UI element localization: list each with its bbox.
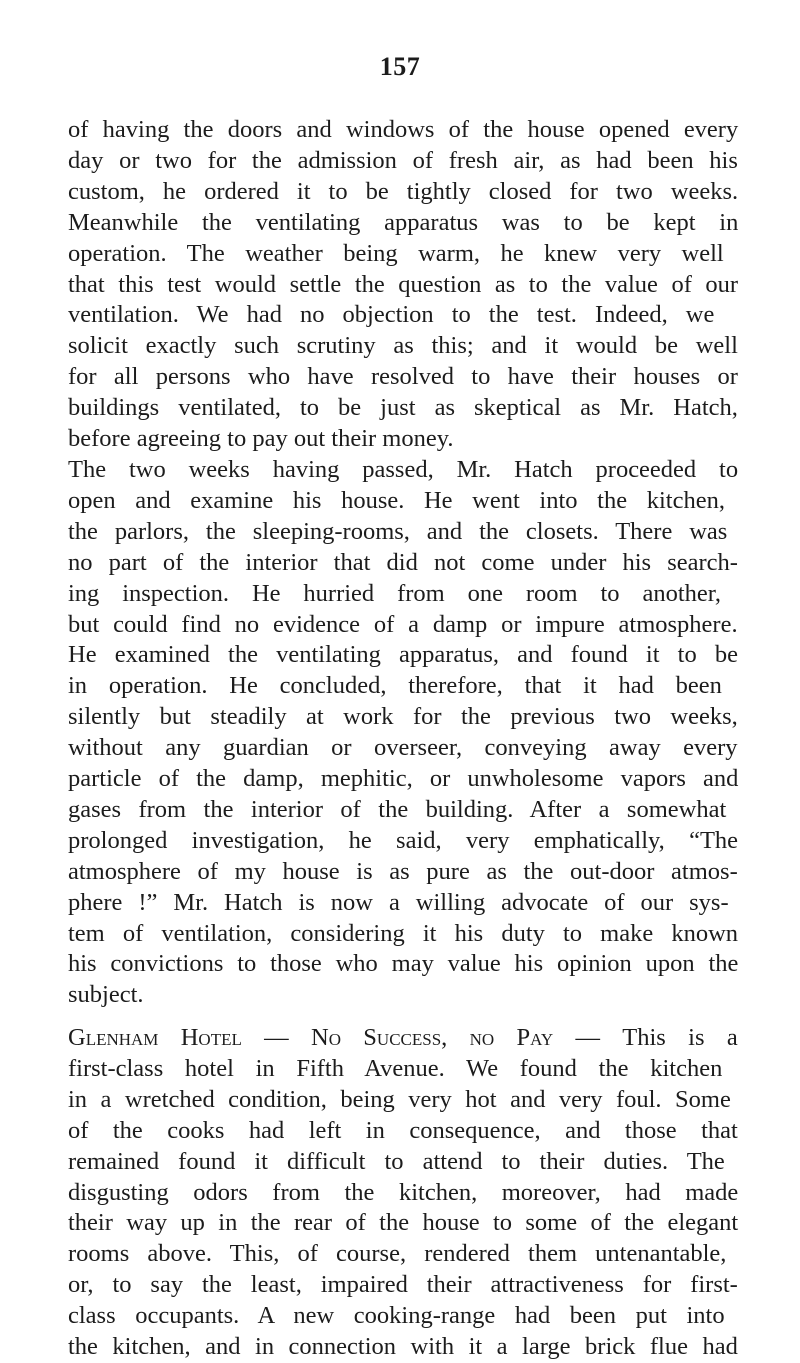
text-line: subject. xyxy=(68,981,144,1009)
text-line: Meanwhile the ventilating apparatus was to be kept in xyxy=(68,208,739,236)
text-line: ing inspection. He hurried from one room to another, xyxy=(68,579,722,607)
text-line: without any guardian or overseer, conveying away every xyxy=(68,734,738,762)
text-line: buildings ventilated, to be just as skeptical as Mr. Hatch, xyxy=(68,394,738,422)
text-line: silently but steadily at work for the previous two weeks, xyxy=(68,703,738,731)
text-line-rest: This is a xyxy=(622,1024,738,1051)
text-line: in a wretched condition, being very hot and very foul. Some xyxy=(68,1085,731,1113)
text-line: of the cooks had left in consequence, and those that xyxy=(68,1116,738,1144)
text-line: He examined the ventilating apparatus, and found it to be xyxy=(68,641,738,669)
text-line: day or two for the admission of fresh air, as had been his xyxy=(68,146,738,174)
section-heading: Glenham Hotel — No Success, no Pay — xyxy=(68,1024,623,1051)
text-line: in operation. He concluded, therefore, that it had been xyxy=(68,672,722,700)
text-line: or, to say the least, impaired their attractiveness for first- xyxy=(68,1271,738,1299)
text-line: first-class hotel in Fifth Avenue. We found the kitchen xyxy=(68,1054,723,1082)
text-line: of having the doors and windows of the house opened every xyxy=(68,116,739,143)
text-line: rooms above. This, of course, rendered them untenantable, xyxy=(68,1240,727,1268)
text-line: operation. The weather being warm, he knew very well xyxy=(68,239,724,267)
text-line: particle of the damp, mephitic, or unwholesome vapors and xyxy=(68,765,739,793)
text-line: no part of the interior that did not come under his search- xyxy=(68,548,738,576)
text-line xyxy=(68,1023,738,1054)
text-line: their way up in the rear of the house to some of the elegant xyxy=(68,1209,739,1237)
text-line: gases from the interior of the building. After a somewhat xyxy=(68,795,727,823)
text-line: remained found it difficult to attend to their duties. The xyxy=(68,1147,725,1175)
text-line: tem of ventilation, considering it his duty to make known xyxy=(68,919,739,947)
text-line: for all persons who have resolved to have their houses or xyxy=(68,363,738,391)
text-line: custom, he ordered it to be tightly closed for two weeks. xyxy=(68,177,739,205)
text-line: class occupants. A new cooking-range had been put into xyxy=(68,1302,725,1330)
text-line: that this test would settle the question as to the value of our xyxy=(68,270,739,298)
text-line: disgusting odors from the kitchen, moreover, had made xyxy=(68,1178,739,1206)
text-line: prolonged investigation, he said, very emphatically, “The xyxy=(68,826,739,854)
text-line: The two weeks having passed, Mr. Hatch proceeded to xyxy=(68,455,739,483)
text-line: atmosphere of my house is as pure as the out-door atmos- xyxy=(68,857,738,885)
text-line: the parlors, the sleeping-rooms, and the closets. There was xyxy=(68,517,728,545)
text-line: phere !” Mr. Hatch is now a willing advocate of our sys- xyxy=(68,888,729,916)
page-number: 157 xyxy=(379,52,421,81)
text-line: solicit exactly such scrutiny as this; and it would be well xyxy=(68,332,738,360)
text-line: open and examine his house. He went into the kitchen, xyxy=(68,486,725,514)
text-line: the kitchen, and in connection with it a large brick flue had xyxy=(68,1333,738,1361)
paragraph-glenham-hotel xyxy=(68,1023,738,1363)
text-line: ventilation. We had no objection to the test. Indeed, we xyxy=(68,301,715,329)
text-line: before agreeing to pay out their money. xyxy=(68,425,454,453)
paragraph-hatch-house xyxy=(68,115,738,1011)
text-line: his convictions to those who may value his opinion upon the xyxy=(68,950,739,978)
text-line: but could find no evidence of a damp or impure atmosphere. xyxy=(68,610,738,638)
